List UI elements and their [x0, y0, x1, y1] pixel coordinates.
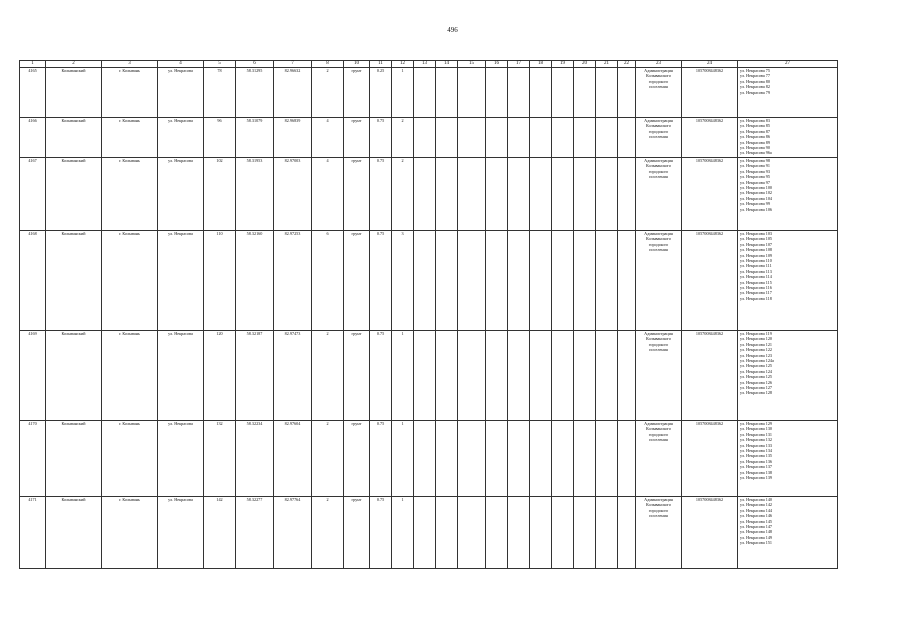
empty-cell [436, 497, 458, 569]
address-line: ул. Некрасова 136 [740, 458, 773, 464]
address-line: ул. Некрасова 109 [740, 252, 773, 258]
empty-cell [574, 231, 596, 331]
address-line: ул. Некрасова 108 [740, 247, 773, 253]
table-row [20, 497, 838, 569]
address-line: ул. Некрасова 98 [740, 158, 770, 163]
address-line: ул. Некрасова 102 [740, 190, 773, 196]
longitude-cell: 82.97764 [274, 497, 312, 569]
address-line: ул. Некрасова 90 [740, 145, 770, 151]
owner-line: Колыванского [645, 336, 672, 342]
latitude-cell: 58.32160 [236, 231, 274, 331]
empty-cell [436, 158, 458, 231]
house-cell: 110 [204, 231, 236, 331]
column-header: 12 [392, 61, 414, 68]
column-header: 1 [20, 61, 46, 68]
address-line: ул. Некрасова 103 [740, 231, 773, 236]
address-line: ул. Некрасова 75 [740, 68, 770, 73]
surface-cell: грунт [344, 158, 370, 231]
empty-cell [508, 331, 530, 421]
street-cell: ул. Некрасова [158, 497, 204, 569]
column-header: 10 [344, 61, 370, 68]
address-line: ул. Некрасова 116 [740, 285, 772, 291]
address-line: ул. Некрасова 144 [740, 507, 773, 513]
owner-line: городского [648, 341, 669, 347]
district-cell: Колыванский [46, 331, 102, 421]
address-line: ул. Некрасова 115 [740, 279, 772, 285]
address-list-cell [738, 331, 838, 421]
address-list-cell [738, 118, 838, 158]
owner-cell [636, 118, 682, 158]
table-body [20, 68, 838, 569]
address-line: ул. Некрасова 99 [740, 201, 770, 207]
column-header: 27 [738, 61, 838, 68]
address-line: ул. Некрасова 104 [740, 195, 773, 201]
district-cell: Колыванский [46, 118, 102, 158]
column-header: 8 [312, 61, 344, 68]
empty-cell [574, 68, 596, 118]
owner-line: Колыванского [645, 236, 672, 242]
longitude-cell: 82.96839 [274, 118, 312, 158]
column-header: 23 [636, 61, 682, 68]
quantity-cell: 2 [392, 118, 414, 158]
table-row [20, 118, 838, 158]
column-header: 2 [46, 61, 102, 68]
empty-cell [508, 421, 530, 497]
column-header: 20 [574, 61, 596, 68]
owner-cell [636, 331, 682, 421]
address-line: ул. Некрасова 137 [740, 464, 773, 470]
container-count-cell: 4 [312, 118, 344, 158]
settlement-cell: г. Колывань [102, 158, 158, 231]
latitude-cell: 58.31295 [236, 68, 274, 118]
address-line: ул. Некрасова 105 [740, 236, 773, 242]
empty-cell [552, 331, 574, 421]
street-cell: ул. Некрасова [158, 231, 204, 331]
empty-cell [414, 497, 436, 569]
empty-cell [618, 421, 636, 497]
street-cell: ул. Некрасова [158, 68, 204, 118]
owner-line: Администрация [644, 118, 673, 123]
table-row [20, 68, 838, 118]
empty-cell [414, 158, 436, 231]
street-cell: ул. Некрасова [158, 118, 204, 158]
empty-cell [486, 331, 508, 421]
owner-line: городского [648, 78, 669, 84]
surface-cell: грунт [344, 421, 370, 497]
address-line: ул. Некрасова 97 [740, 179, 770, 185]
empty-cell [574, 497, 596, 569]
empty-cell [618, 497, 636, 569]
owner-line: поселения [649, 84, 668, 90]
empty-cell [618, 68, 636, 118]
owner-line: поселения [649, 174, 668, 180]
owner-line: Колыванского [645, 426, 672, 432]
row-number-cell: 4167 [20, 158, 46, 231]
empty-cell [436, 118, 458, 158]
owner-line: городского [648, 128, 669, 134]
column-header: 3 [102, 61, 158, 68]
empty-cell [486, 118, 508, 158]
owner-line: поселения [649, 437, 668, 443]
owner-cell [636, 231, 682, 331]
longitude-cell: 82.97003 [274, 158, 312, 231]
empty-cell [458, 497, 486, 569]
empty-cell [596, 68, 618, 118]
house-cell: 78 [204, 68, 236, 118]
address-line: ул. Некрасова 129 [740, 421, 773, 426]
address-line: ул. Некрасова 79 [740, 89, 770, 95]
empty-cell [458, 118, 486, 158]
address-line: ул. Некрасова 95 [740, 174, 770, 180]
address-line: ул. Некрасова 93 [740, 168, 770, 174]
address-line: ул. Некрасова 140 [740, 497, 773, 502]
address-list-cell [738, 158, 838, 231]
row-number-cell: 4171 [20, 497, 46, 569]
row-number-cell: 4169 [20, 331, 46, 421]
address-line: ул. Некрасова 122 [740, 347, 773, 353]
owner-line: Колыванского [645, 502, 672, 508]
address-line: ул. Некрасова 120 [740, 336, 773, 342]
empty-cell [414, 421, 436, 497]
latitude-cell: 58.31953 [236, 158, 274, 231]
address-list-cell [738, 68, 838, 118]
settlement-cell: г. Колывань [102, 231, 158, 331]
address-line: ул. Некрасова 134 [740, 448, 773, 454]
row-number-cell: 4166 [20, 118, 46, 158]
address-line: ул. Некрасова 124а [740, 358, 774, 364]
quantity-cell: 1 [392, 331, 414, 421]
empty-cell [414, 118, 436, 158]
address-line: ул. Некрасова 82 [740, 84, 770, 90]
address-line: ул. Некрасова 148 [740, 529, 773, 535]
settlement-cell: г. Колывань [102, 331, 158, 421]
column-header: 15 [458, 61, 486, 68]
table-row [20, 421, 838, 497]
settlement-cell: г. Колывань [102, 68, 158, 118]
quantity-cell: 2 [392, 158, 414, 231]
address-line: ул. Некрасова 131 [740, 431, 773, 437]
empty-cell [596, 158, 618, 231]
empty-cell [414, 331, 436, 421]
address-line: ул. Некрасова 142 [740, 502, 773, 508]
empty-cell [508, 231, 530, 331]
surface-cell: грунт [344, 231, 370, 331]
owner-line: Администрация [644, 421, 673, 426]
longitude-cell: 82.96632 [274, 68, 312, 118]
container-count-cell: 2 [312, 331, 344, 421]
ogrn-cell: 1057008448362 [682, 421, 738, 497]
empty-cell [618, 331, 636, 421]
owner-line: городского [648, 431, 669, 437]
address-line: ул. Некрасова 100 [740, 185, 773, 191]
column-header: 5 [204, 61, 236, 68]
address-line: ул. Некрасова 126 [740, 379, 773, 385]
owner-line: городского [648, 241, 669, 247]
owner-line: поселения [649, 247, 668, 253]
district-cell: Колыванский [46, 158, 102, 231]
empty-cell [530, 497, 552, 569]
empty-cell [530, 421, 552, 497]
surface-cell: грунт [344, 118, 370, 158]
row-number-cell: 4165 [20, 68, 46, 118]
table-row [20, 158, 838, 231]
address-line: ул. Некрасова 107 [740, 241, 773, 247]
area-cell: 0.75 [370, 158, 392, 231]
address-line: ул. Некрасова 106 [740, 206, 773, 212]
area-cell: 0.75 [370, 497, 392, 569]
street-cell: ул. Некрасова [158, 331, 204, 421]
empty-cell [486, 421, 508, 497]
owner-line: Колыванского [645, 73, 672, 79]
address-line: ул. Некрасова 151 [740, 540, 773, 546]
owner-line: Администрация [644, 331, 673, 336]
address-line: ул. Некрасова 135 [740, 453, 773, 459]
area-cell: 0.75 [370, 231, 392, 331]
street-cell: ул. Некрасова [158, 421, 204, 497]
empty-cell [530, 331, 552, 421]
empty-cell [618, 158, 636, 231]
empty-cell [458, 331, 486, 421]
ogrn-cell: 1057008448362 [682, 231, 738, 331]
quantity-cell: 1 [392, 497, 414, 569]
column-header: 19 [552, 61, 574, 68]
column-header: 4 [158, 61, 204, 68]
empty-cell [458, 158, 486, 231]
address-line: ул. Некрасова 124 [740, 368, 773, 374]
empty-cell [436, 231, 458, 331]
address-line: ул. Некрасова 77 [740, 73, 770, 79]
address-line: ул. Некрасова 87 [740, 128, 770, 134]
address-line: ул. Некрасова 85 [740, 123, 770, 129]
owner-line: Администрация [644, 497, 673, 502]
address-line: ул. Некрасова 125 [740, 363, 773, 369]
empty-cell [596, 231, 618, 331]
owner-line: городского [648, 507, 669, 513]
owner-line: Администрация [644, 231, 673, 236]
empty-cell [552, 158, 574, 231]
ogrn-cell: 1057008448362 [682, 497, 738, 569]
district-cell: Колыванский [46, 231, 102, 331]
area-cell: 0.75 [370, 118, 392, 158]
empty-cell [486, 158, 508, 231]
container-count-cell: 2 [312, 68, 344, 118]
column-header: 13 [414, 61, 436, 68]
settlement-cell: г. Колывань [102, 118, 158, 158]
empty-cell [458, 421, 486, 497]
empty-cell [436, 68, 458, 118]
address-line: ул. Некрасова 86 [740, 134, 770, 140]
area-cell: 0.75 [370, 331, 392, 421]
surface-cell: грунт [344, 331, 370, 421]
address-line: ул. Некрасова 91 [740, 163, 770, 169]
owner-line: Администрация [644, 158, 673, 163]
empty-cell [436, 421, 458, 497]
container-count-cell: 2 [312, 497, 344, 569]
owner-cell [636, 497, 682, 569]
area-cell: 0.25 [370, 68, 392, 118]
longitude-cell: 82.97253 [274, 231, 312, 331]
address-line: ул. Некрасова 80 [740, 78, 770, 84]
owner-cell [636, 158, 682, 231]
district-cell: Колыванский [46, 421, 102, 497]
district-cell: Колыванский [46, 68, 102, 118]
quantity-cell: 1 [392, 68, 414, 118]
address-line: ул. Некрасова 147 [740, 524, 773, 530]
address-line: ул. Некрасова 133 [740, 442, 773, 448]
empty-cell [530, 231, 552, 331]
empty-cell [508, 68, 530, 118]
empty-cell [508, 497, 530, 569]
owner-line: Колыванского [645, 163, 672, 169]
address-line: ул. Некрасова 125 [740, 374, 773, 380]
header-row [20, 61, 838, 68]
address-line: ул. Некрасова 118 [740, 295, 772, 301]
owner-line: городского [648, 168, 669, 174]
container-count-cell: 2 [312, 421, 344, 497]
column-header: 22 [618, 61, 636, 68]
table-row [20, 231, 838, 331]
address-line: ул. Некрасова 111 [740, 263, 772, 269]
column-header: 21 [596, 61, 618, 68]
house-cell: 102 [204, 158, 236, 231]
ogrn-cell: 1057008448362 [682, 331, 738, 421]
empty-cell [574, 331, 596, 421]
empty-cell [618, 231, 636, 331]
empty-cell [508, 118, 530, 158]
address-line: ул. Некрасова 146 [740, 513, 773, 519]
row-number-cell: 4170 [20, 421, 46, 497]
address-list-cell [738, 421, 838, 497]
row-number-cell: 4168 [20, 231, 46, 331]
empty-cell [530, 158, 552, 231]
empty-cell [508, 158, 530, 231]
address-line: ул. Некрасова 130 [740, 426, 773, 432]
district-cell: Колыванский [46, 497, 102, 569]
container-count-cell: 6 [312, 231, 344, 331]
empty-cell [486, 68, 508, 118]
column-header: 18 [530, 61, 552, 68]
settlement-cell: г. Колывань [102, 497, 158, 569]
address-line: ул. Некрасова 149 [740, 534, 773, 540]
owner-line: поселения [649, 347, 668, 353]
address-line: ул. Некрасова 117 [740, 290, 772, 296]
container-count-cell: 4 [312, 158, 344, 231]
address-line: ул. Некрасова 96а [740, 150, 772, 156]
area-cell: 0.75 [370, 421, 392, 497]
empty-cell [552, 231, 574, 331]
latitude-cell: 58.31079 [236, 118, 274, 158]
empty-cell [596, 118, 618, 158]
address-line: ул. Некрасова 123 [740, 352, 773, 358]
latitude-cell: 58.32277 [236, 497, 274, 569]
address-line: ул. Некрасова 113 [740, 268, 772, 274]
house-cell: 96 [204, 118, 236, 158]
quantity-cell: 3 [392, 231, 414, 331]
address-line: ул. Некрасова 121 [740, 341, 773, 347]
empty-cell [458, 231, 486, 331]
address-line: ул. Некрасова 128 [740, 390, 773, 396]
address-line: ул. Некрасова 83 [740, 118, 770, 123]
longitude-cell: 82.97473 [274, 331, 312, 421]
empty-cell [458, 68, 486, 118]
empty-cell [552, 68, 574, 118]
column-header: 7 [274, 61, 312, 68]
owner-line: Колыванского [645, 123, 672, 129]
empty-cell [414, 231, 436, 331]
empty-cell [574, 118, 596, 158]
column-header: 6 [236, 61, 274, 68]
empty-cell [574, 158, 596, 231]
quantity-cell: 1 [392, 421, 414, 497]
table-row [20, 331, 838, 421]
street-cell: ул. Некрасова [158, 158, 204, 231]
empty-cell [530, 118, 552, 158]
empty-cell [530, 68, 552, 118]
empty-cell [414, 68, 436, 118]
empty-cell [486, 231, 508, 331]
address-line: ул. Некрасова 119 [740, 331, 772, 336]
address-line: ул. Некрасова 132 [740, 437, 773, 443]
owner-cell [636, 421, 682, 497]
address-line: ул. Некрасова 145 [740, 518, 773, 524]
column-header: 14 [436, 61, 458, 68]
empty-cell [486, 497, 508, 569]
address-list-cell [738, 497, 838, 569]
empty-cell [596, 331, 618, 421]
latitude-cell: 58.32187 [236, 331, 274, 421]
registry-table [19, 60, 838, 569]
address-line: ул. Некрасова 114 [740, 274, 772, 280]
address-line: ул. Некрасова 127 [740, 385, 773, 391]
surface-cell: грунт [344, 68, 370, 118]
ogrn-cell: 1057008448362 [682, 118, 738, 158]
house-cell: 132 [204, 421, 236, 497]
longitude-cell: 82.97604 [274, 421, 312, 497]
address-list-cell [738, 231, 838, 331]
address-line: ул. Некрасова 110 [740, 258, 772, 264]
empty-cell [596, 497, 618, 569]
empty-cell [618, 118, 636, 158]
empty-cell [574, 421, 596, 497]
owner-line: поселения [649, 513, 668, 519]
column-header: 11 [370, 61, 392, 68]
house-cell: 120 [204, 331, 236, 421]
ogrn-cell: 1057008448362 [682, 68, 738, 118]
house-cell: 142 [204, 497, 236, 569]
ogrn-cell: 1057008448362 [682, 158, 738, 231]
settlement-cell: г. Колывань [102, 421, 158, 497]
empty-cell [596, 421, 618, 497]
owner-cell [636, 68, 682, 118]
address-line: ул. Некрасова 89 [740, 139, 770, 145]
surface-cell: грунт [344, 497, 370, 569]
column-header: 16 [486, 61, 508, 68]
column-header: 17 [508, 61, 530, 68]
latitude-cell: 58.32234 [236, 421, 274, 497]
address-line: ул. Некрасова 138 [740, 469, 773, 475]
column-header: 24 [682, 61, 738, 68]
empty-cell [552, 118, 574, 158]
empty-cell [436, 331, 458, 421]
address-line: ул. Некрасова 139 [740, 475, 773, 481]
owner-line: поселения [649, 134, 668, 140]
page-number: 496 [447, 26, 458, 34]
owner-line: Администрация [644, 68, 673, 73]
empty-cell [552, 497, 574, 569]
empty-cell [552, 421, 574, 497]
